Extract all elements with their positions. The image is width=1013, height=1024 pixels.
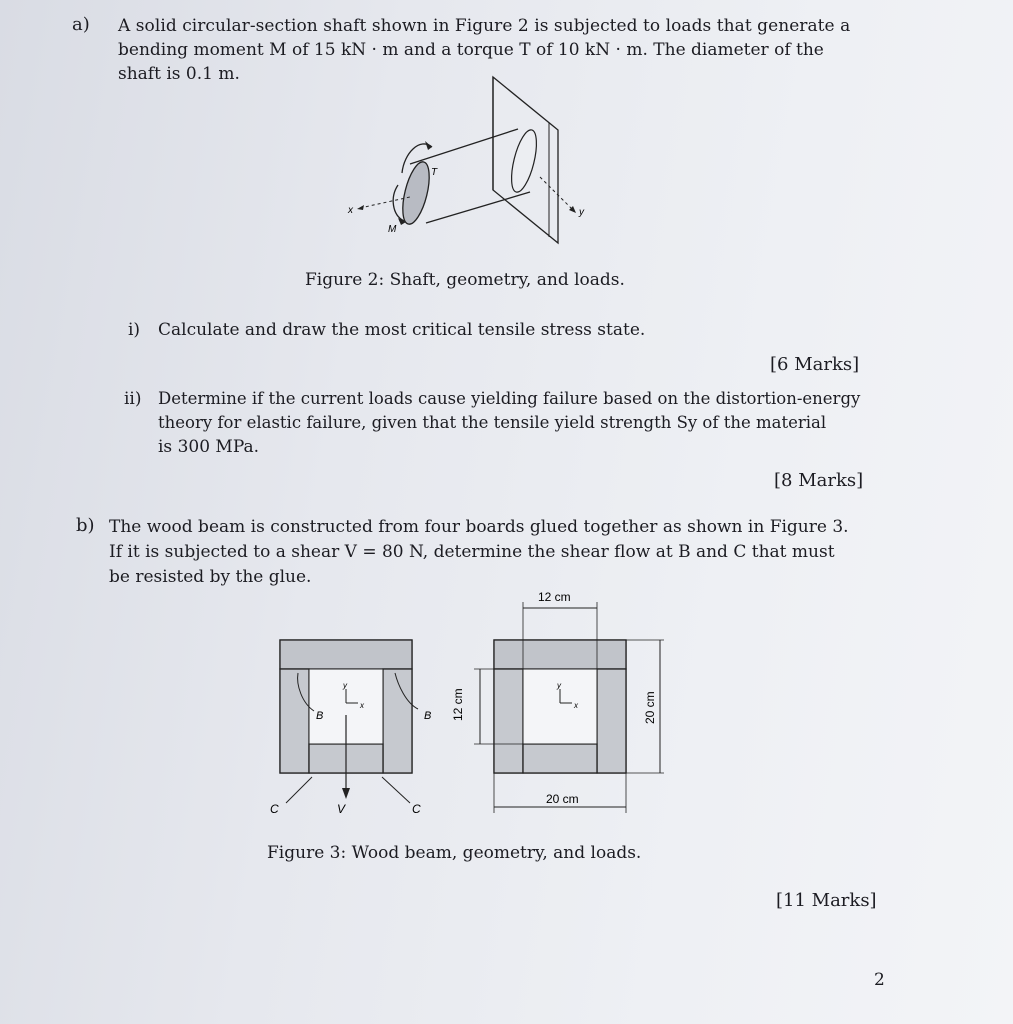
dim-outer-height-label: 20 cm — [643, 691, 657, 724]
part-b-line-1: The wood beam is constructed from four boards glued together as shown in Figure 3. — [109, 517, 849, 537]
torque-label: T — [431, 167, 438, 178]
left-C-label-1: C — [270, 802, 279, 816]
figure-2-caption: Figure 2: Shaft, geometry, and loads. — [305, 270, 625, 290]
shear-label: V — [337, 802, 346, 816]
figure-3-beam-drawing — [250, 585, 680, 825]
sub-ii-line-1: Determine if the current loads cause yielding failure based on the distortion-energy — [158, 389, 861, 408]
left-y-label: y — [343, 681, 347, 690]
part-a-label: a) — [72, 14, 90, 35]
part-a-line-3: shaft is 0.1 m. — [118, 64, 240, 84]
part-a-line-2: bending moment M of 15 kN · m and a torque T of 10 kN · m. The diameter of the — [118, 40, 824, 60]
left-C-pointer-right — [382, 777, 410, 803]
page-number: 2 — [874, 970, 885, 990]
left-B-label-1: B — [316, 710, 324, 722]
dim-bottom-label: 20 cm — [546, 792, 579, 806]
part-a-line-1: A solid circular-section shaft shown in Figure 2 is subjected to loads that generate a — [118, 16, 851, 36]
part-b-line-3: be resisted by the glue. — [109, 567, 312, 587]
dim-top-label: 12 cm — [538, 590, 571, 604]
x-label: x — [348, 205, 353, 216]
part-b-marks: [11 Marks] — [776, 890, 877, 911]
moment-label: M — [388, 224, 397, 235]
sub-ii-label: ii) — [124, 389, 142, 409]
left-x-label: x — [360, 701, 364, 710]
part-b-line-2: If it is subjected to a shear V = 80 N, determine the shear flow at B and C that must — [109, 542, 835, 562]
moment-arrow — [393, 185, 404, 221]
sub-ii-marks: [8 Marks] — [774, 470, 864, 491]
sub-i-label: i) — [128, 320, 141, 340]
dim-inner-height-label: 12 cm — [451, 688, 465, 721]
part-b-label: b) — [76, 515, 95, 536]
right-cross-section — [451, 590, 664, 813]
left-B-label-2: B — [424, 710, 432, 722]
sub-i-marks: [6 Marks] — [770, 354, 860, 375]
sub-ii-line-2: theory for elastic failure, given that the tensile yield strength Sy of the material — [158, 413, 827, 432]
left-cross-section — [270, 640, 431, 816]
right-y-label: y — [557, 681, 561, 690]
figure-2-shaft-drawing — [330, 75, 620, 255]
left-C-pointer-left — [286, 777, 312, 803]
left-C-label-2: C — [412, 802, 421, 816]
sub-i-text: Calculate and draw the most critical tensile stress state. — [158, 320, 646, 340]
y-label: y — [579, 207, 584, 218]
right-x-label: x — [574, 701, 578, 710]
figure-3-caption: Figure 3: Wood beam, geometry, and loads. — [267, 843, 642, 863]
sub-ii-line-3: is 300 MPa. — [158, 437, 260, 457]
